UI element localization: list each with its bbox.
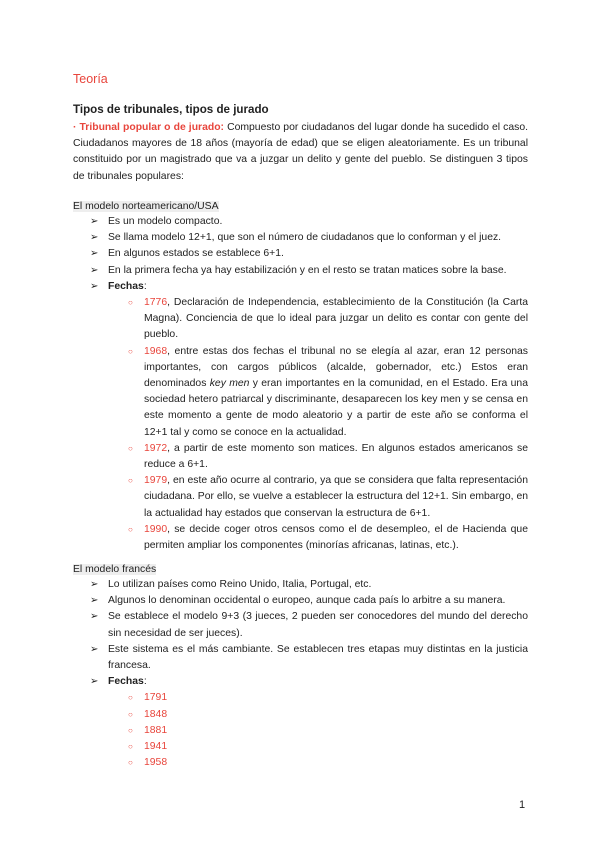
intro-text: Compuesto por ciudadanos del lugar donde ha sucedido el caso. Ciudadanos mayores de 18 años (mayoría de edad) que se eligen aleatoriamente. Es un tribunal constituido por un magistrado que va a juzgar un delito y gente del pueblo. Se distinguen 3 tipos de tribunales populares: bbox=[73, 122, 528, 182]
intro-term: · Tribunal popular o de jurado: bbox=[73, 122, 225, 133]
date-item: ○ 1979, en este año ocurre al contrario, ya que se considera que falta representación ciudadana. Por ello, se vuelve a establecer la estructura del 12+1. Sin embargo, en la actualidad hay estados que conservan la estructura de 6+1. bbox=[108, 473, 528, 522]
date-item: ○ 1941 bbox=[108, 739, 528, 755]
intro-paragraph bbox=[73, 120, 528, 185]
list-item: ➢ Se llama modelo 12+1, que son el número de ciudadanos que lo conforman y el juez. bbox=[90, 230, 528, 246]
france-model-list bbox=[90, 577, 528, 771]
page-number: 1 bbox=[519, 799, 526, 811]
usa-dates-list bbox=[108, 295, 528, 554]
list-item: ➢ Fechas: ○ 1776, Declaración de Independencia, establecimiento de la Constitución (la Carta Magna). Conciencia de que lo ideal para juzgar un delito es contar con gente del pueblo. ○ 1968, entre estas dos fechas el tribunal no se elegía al azar, eran 12 personas importantes, con cargos públicos (alcalde, gobernador, etc.) Estos eran denominados key men y eran importantes en la comunidad, en el Estado. Era una sociedad hetero patriarcal y discriminante, desaparecen los key men y se censa en este momento a gente de modo aleatorio y a partir de este año se conforma el 12+1 tal y como se conoce en la actualidad. ○ 1972, a partir de este momento son matices. En algunos estados americanos se reduce a 6+1. ○ 1979, en este año ocurre al contrario, ya que se considera que falta representación ciudadana. Por ello, se vuelve a establecer la estructura del 12+1. Sin embargo, en la actualidad hay estados que conservan la estructura de 6+1. ○ 1990, se decide coger otros censos como el de desempleo, el de Hacienda que permiten ampliar los componentes (minorías africanas, latinas, etc.). bbox=[90, 279, 528, 554]
dates-label: Fechas bbox=[108, 280, 144, 292]
date-item: ○ 1848 bbox=[108, 707, 528, 723]
dates-label: Fechas bbox=[108, 676, 144, 688]
list-item: ➢ En algunos estados se establece 6+1. bbox=[90, 246, 528, 262]
usa-model-label: El modelo norteamericano/USA bbox=[73, 201, 219, 212]
date-item: ○ 1990, se decide coger otros censos como el de desempleo, el de Hacienda que permiten ampliar los componentes (minorías africanas, latinas, etc.). bbox=[108, 522, 528, 554]
france-model-label: El modelo francés bbox=[73, 564, 157, 575]
list-item: ➢ En la primera fecha ya hay estabilización y en el resto se tratan matices sobre la base. bbox=[90, 263, 528, 279]
date-item: ○ 1791 bbox=[108, 690, 528, 706]
section-title: Teoría bbox=[73, 72, 108, 86]
list-item: ➢ Este sistema es el más cambiante. Se establecen tres etapas muy distintas en la justicia francesa. bbox=[90, 642, 528, 674]
list-item: ➢ Fechas: ○ 1791 ○ 1848 ○ 1881 ○ 1941 ○ 1958 bbox=[90, 674, 528, 771]
list-item: ➢ Se establece el modelo 9+3 (3 jueces, 2 pueden ser conocedores del mundo del derecho sin necesidad de ser jueces). bbox=[90, 609, 528, 641]
usa-model-list bbox=[90, 214, 528, 554]
date-item: ○ 1776, Declaración de Independencia, establecimiento de la Constitución (la Carta Magna). Conciencia de que lo ideal para juzgar un delito es contar con gente del pueblo. bbox=[108, 295, 528, 344]
page-heading: Tipos de tribunales, tipos de jurado bbox=[73, 103, 269, 116]
list-item: ➢ Es un modelo compacto. bbox=[90, 214, 528, 230]
list-item: ➢ Algunos lo denominan occidental o europeo, aunque cada país lo arbitre a su manera. bbox=[90, 593, 528, 609]
date-item: ○ 1972, a partir de este momento son matices. En algunos estados americanos se reduce a 6+1. bbox=[108, 441, 528, 473]
date-item: ○ 1968, entre estas dos fechas el tribunal no se elegía al azar, eran 12 personas importantes, con cargos públicos (alcalde, gobernador, etc.) Estos eran denominados key men y eran importantes en la comunidad, en el Estado. Era una sociedad hetero patriarcal y discriminante, desaparecen los key men y se censa en este momento a gente de modo aleatorio y a partir de este año se conforma el 12+1 tal y como se conoce en la actualidad. bbox=[108, 344, 528, 441]
date-item: ○ 1881 bbox=[108, 723, 528, 739]
france-dates-list bbox=[108, 690, 528, 771]
list-item: ➢ Lo utilizan países como Reino Unido, Italia, Portugal, etc. bbox=[90, 577, 528, 593]
date-item: ○ 1958 bbox=[108, 755, 528, 771]
